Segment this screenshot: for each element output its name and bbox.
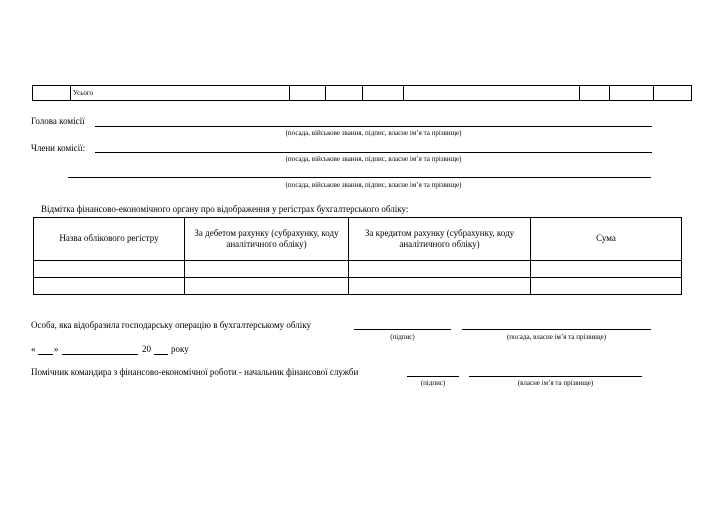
summary-cell [610, 86, 654, 101]
commission-head-hint: (посада, військове звання, підпис, власне ім’я та прізвище) [285, 129, 462, 137]
date-close-quote: » [54, 344, 59, 354]
column-header: Назва облікового регістру [34, 218, 185, 261]
assistant-signature-hint: (підпис) [420, 379, 446, 387]
table-row [34, 261, 682, 278]
table-cell[interactable] [34, 261, 185, 278]
commission-head-label: Голова комісії [31, 116, 85, 126]
recorder-signature-hint: (підпис) [390, 333, 415, 341]
commission-head-line[interactable] [95, 126, 652, 127]
date-day-line[interactable] [38, 354, 53, 355]
summary-label: Усього [71, 86, 290, 101]
finance-mark-title: Відмітка фінансово-економічного органу про відображення у регістрах бухгалтерського обліку: [41, 204, 409, 214]
commission-member-line[interactable] [95, 152, 652, 153]
recorder-position-line[interactable] [462, 329, 651, 330]
commission-member-line[interactable] [68, 177, 651, 178]
date-year-suffix: року [171, 344, 189, 354]
recorder-signature-line[interactable] [354, 329, 451, 330]
summary-cell [33, 86, 71, 101]
assistant-signature-line[interactable] [407, 376, 459, 377]
summary-row-table [32, 85, 692, 101]
summary-cell [326, 86, 363, 101]
table-cell[interactable] [185, 278, 349, 295]
date-month-line[interactable] [62, 354, 138, 355]
summary-cell [654, 86, 692, 101]
date-year-line[interactable] [154, 354, 168, 355]
assistant-name-hint: (власне ім’я та прізвище) [517, 379, 594, 387]
assistant-label: Помічник командира з фінансово-економічної роботи - начальник фінансової служби [31, 367, 359, 377]
table-cell[interactable] [34, 278, 185, 295]
table-cell[interactable] [185, 261, 349, 278]
commission-member-hint: (посада, військове звання, підпис, власне ім’я та прізвище) [285, 155, 462, 163]
assistant-name-line[interactable] [469, 376, 642, 377]
commission-member-hint: (посада, військове звання, підпис, власне ім’я та прізвище) [285, 181, 462, 189]
summary-row [33, 86, 692, 101]
accounting-table [33, 217, 682, 295]
table-cell[interactable] [531, 261, 682, 278]
date-year-prefix: 20 [142, 344, 151, 354]
column-header: За дебетом рахунку (субрахунку, коду аналітичного обліку) [185, 218, 349, 261]
table-cell[interactable] [349, 261, 531, 278]
summary-cell [290, 86, 326, 101]
summary-cell [363, 86, 404, 101]
date-open-quote: « [31, 344, 36, 354]
table-cell[interactable] [349, 278, 531, 295]
commission-members-label: Члени комісії: [31, 143, 86, 153]
summary-cell [404, 86, 580, 101]
recorder-position-hint: (посада, власне ім’я та прізвище) [506, 333, 607, 341]
table-cell[interactable] [531, 278, 682, 295]
accounting-header-row [34, 218, 682, 261]
column-header: За кредитом рахунку (субрахунку, коду аналітичного обліку) [349, 218, 531, 261]
table-row [34, 278, 682, 295]
recorder-label: Особа, яка відобразила господарську операцію в бухгалтерському обліку [31, 320, 312, 330]
column-header: Сума [531, 218, 682, 261]
summary-cell [580, 86, 610, 101]
